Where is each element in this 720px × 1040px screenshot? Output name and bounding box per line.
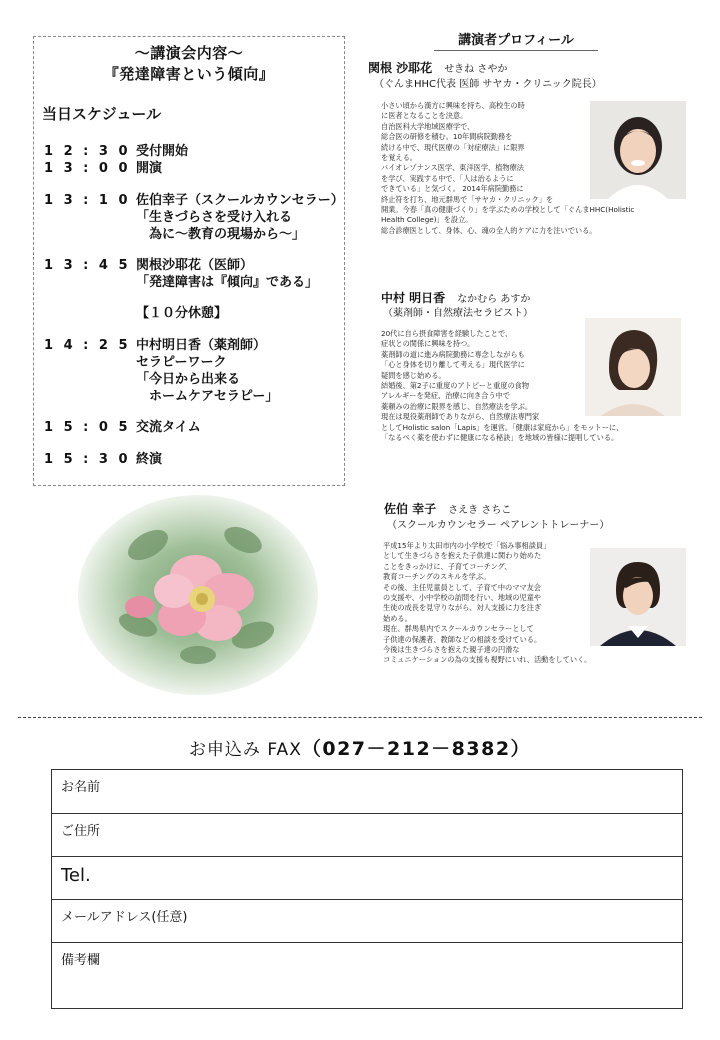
schedule-time: 1 5 : 0 5 [44,420,131,435]
rose-bud-icon [125,596,155,618]
schedule-event: 「発達障害は『傾向』である」 [136,275,319,290]
bio-line: 始める。 [383,613,412,623]
speaker-bio [383,541,591,666]
bio-line: として生きづらさを抱えた子供達に関わり始めた [383,551,542,561]
bio-line: 20代に自ら摂食障害を経験したことで、 [381,329,513,338]
schedule-event: ホームケアセラピー」 [136,389,279,404]
schedule-event: 関根沙耶花（医師） [136,258,254,273]
cut-line-divider [18,717,702,718]
schedule-event: セラピーワーク [136,355,227,370]
bio-line: 結婚後、第2子に重度のアトピーと重度の食物 [381,381,530,391]
bio-line: 平成15年より太田市内の小学校で「悩み事相談員」 [383,541,551,550]
bio-line: バイオレゾナンス医学、東洋医学、植物療法 [381,163,524,173]
schedule-event: 「今日から出来る [136,372,241,387]
speaker-name-saeki [384,500,511,517]
bio-line: を覚える。 [381,153,417,163]
form-field-name[interactable] [52,770,682,814]
speaker-kana: さえき さちこ [448,505,512,516]
speaker-photo-sekine [590,101,686,199]
schedule-event: 「生きづらさを受け入れる [136,210,293,225]
bio-line: 自治医科大学地域医療学で、 [381,121,475,131]
bio-line: 現在は現役薬剤師でありながら、自然療法専門家 [381,412,540,422]
schedule-event: 中村明日香（薬剤師） [136,338,267,353]
bio-line: 総合診療医として、身体、心、魂の全人的ケアに力を注いでいる。 [381,225,597,235]
bio-line: としてHolistic salon「Lapis」を運営。「健康は家庭から」をモットーに、 [381,422,624,432]
bio-line: その後、主任児童員として、子育て中のママ友会 [383,582,541,592]
schedule-heading: 当日スケジュール [42,105,162,123]
bio-line: できている」と気づく。 2014年病院勤務に [381,184,524,194]
schedule-time: 1 5 : 3 0 [44,452,131,467]
speaker-kana: せきね さやか [444,64,508,75]
bio-line: 続ける中で、現代医療の「対症療法」に限界 [381,142,525,152]
form-label-notes: 備考欄 [61,953,101,968]
speaker-name: 中村 明日香 [381,291,446,305]
rose-icon [154,555,254,641]
schedule-event: 為に～教育の現場から～」 [136,227,306,242]
schedule-box [33,36,345,486]
form-field-email[interactable] [52,900,682,943]
program-title: ～講演会内容～ [134,44,244,62]
bio-line: 症状との関係に興味を持つ。 [381,339,475,349]
bio-line: 今後は生きづらさを抱えた親子達の円滑な [383,645,520,655]
rose-flower-image [78,495,318,695]
speaker-role: （ぐんまHHC代表 医師 サヤカ・クリニック院長） [374,79,602,90]
schedule-event: 終演 [136,452,163,467]
bio-line: 生徒の成長を見守りながら、対人支援に力を注ぎ [383,603,542,613]
speaker-name: 関根 沙耶花 [368,61,433,75]
bio-line: 「なるべく薬を使わずに健康になる秘訣」を地域の皆様に提唱している。 [381,433,619,443]
speaker-role: （薬剤師・自然療法セラピスト） [383,308,533,319]
bio-line: 終止符を打ち、地元群馬で「サヤカ・クリニック」を [381,194,554,204]
fax-application-title [0,734,720,761]
bio-line: 総合医の研修を積む。10年間病院勤務を [381,132,513,142]
bio-line: に医者となることを決意。 [381,111,468,121]
break-label: 【１０分休憩】 [136,306,228,321]
schedule-time: 1 3 : 0 0 [44,161,131,176]
speaker-name: 佐伯 幸子 [384,502,437,516]
bio-line: 「心と身体を切り離して考える」現代医学に [381,360,525,370]
form-field-tel[interactable] [52,857,682,900]
bio-line: を学び、実践する中で、「人は治るように [381,173,514,183]
speaker-photo-saeki [590,548,686,646]
form-label-email: メールアドレス(任意) [61,910,188,925]
schedule-time: 1 4 : 2 5 [44,338,131,353]
speaker-name-sekine [368,59,507,76]
bio-line: Health College)」を設立。 [381,215,473,225]
speaker-photo-nakamura [585,318,681,416]
bio-line: 開業。今春「真の健康づくり」を学ぶための学校として「ぐんまHHC(Holistic [381,205,635,215]
bio-line: 子供達の保護者、教師などの相談を受けている。 [383,634,542,644]
form-field-notes[interactable] [52,943,682,1009]
bio-line: 疑問を感じ始める。 [381,370,446,380]
schedule-event: 佐伯幸子（スクールカウンセラー） [136,193,344,208]
bio-line: 薬剤師の道に進み病院勤務に専念しながらも [381,349,525,359]
speaker-role: （スクールカウンセラー ペアレントトレーナー） [387,520,610,531]
lecture-title: 『発達障害という傾向』 [103,65,275,83]
form-field-address[interactable] [52,814,682,857]
bio-line: 小さい頃から漢方に興味を持ち、高校生の時 [381,101,525,110]
speaker-kana: なかむら あすか [457,294,531,305]
form-label-name: お名前 [61,780,101,795]
bio-line: アレルギーを発症、治療に向き合う中で [381,391,510,401]
schedule-time: 1 2 : 3 0 [44,144,131,159]
bio-line: 現在、群馬県内でスクールカウンセラーとして [383,624,534,634]
schedule-time: 1 3 : 1 0 [44,193,131,208]
bio-line: コミュニケーションの為の支援も視野にいれ、活動をしていく。 [383,655,592,665]
fax-number: （027－212－8382） [301,738,532,760]
bio-line: 教育コーチングのスキルを学ぶ。 [383,572,491,582]
bio-line: の支援や、小中学校の訪問を行い、地域の児童や [383,593,541,603]
schedule-event: 受付開始 [136,144,189,159]
bio-line: ことをきっかけに、子育てコーチング、 [383,561,512,571]
form-label-tel: Tel. [61,865,91,886]
profile-header: 講演者プロフィール [434,29,598,51]
schedule-event: 開演 [136,161,163,176]
bio-line: 薬頼みの治療に限界を感じ、自然療法を学ぶ。 [381,401,533,411]
application-form [51,769,683,1009]
form-label-address: ご住所 [61,824,101,839]
fax-label: お申込み FAX [188,740,302,760]
schedule-event: 交流タイム [136,420,201,435]
schedule-time: 1 3 : 4 5 [44,258,131,273]
